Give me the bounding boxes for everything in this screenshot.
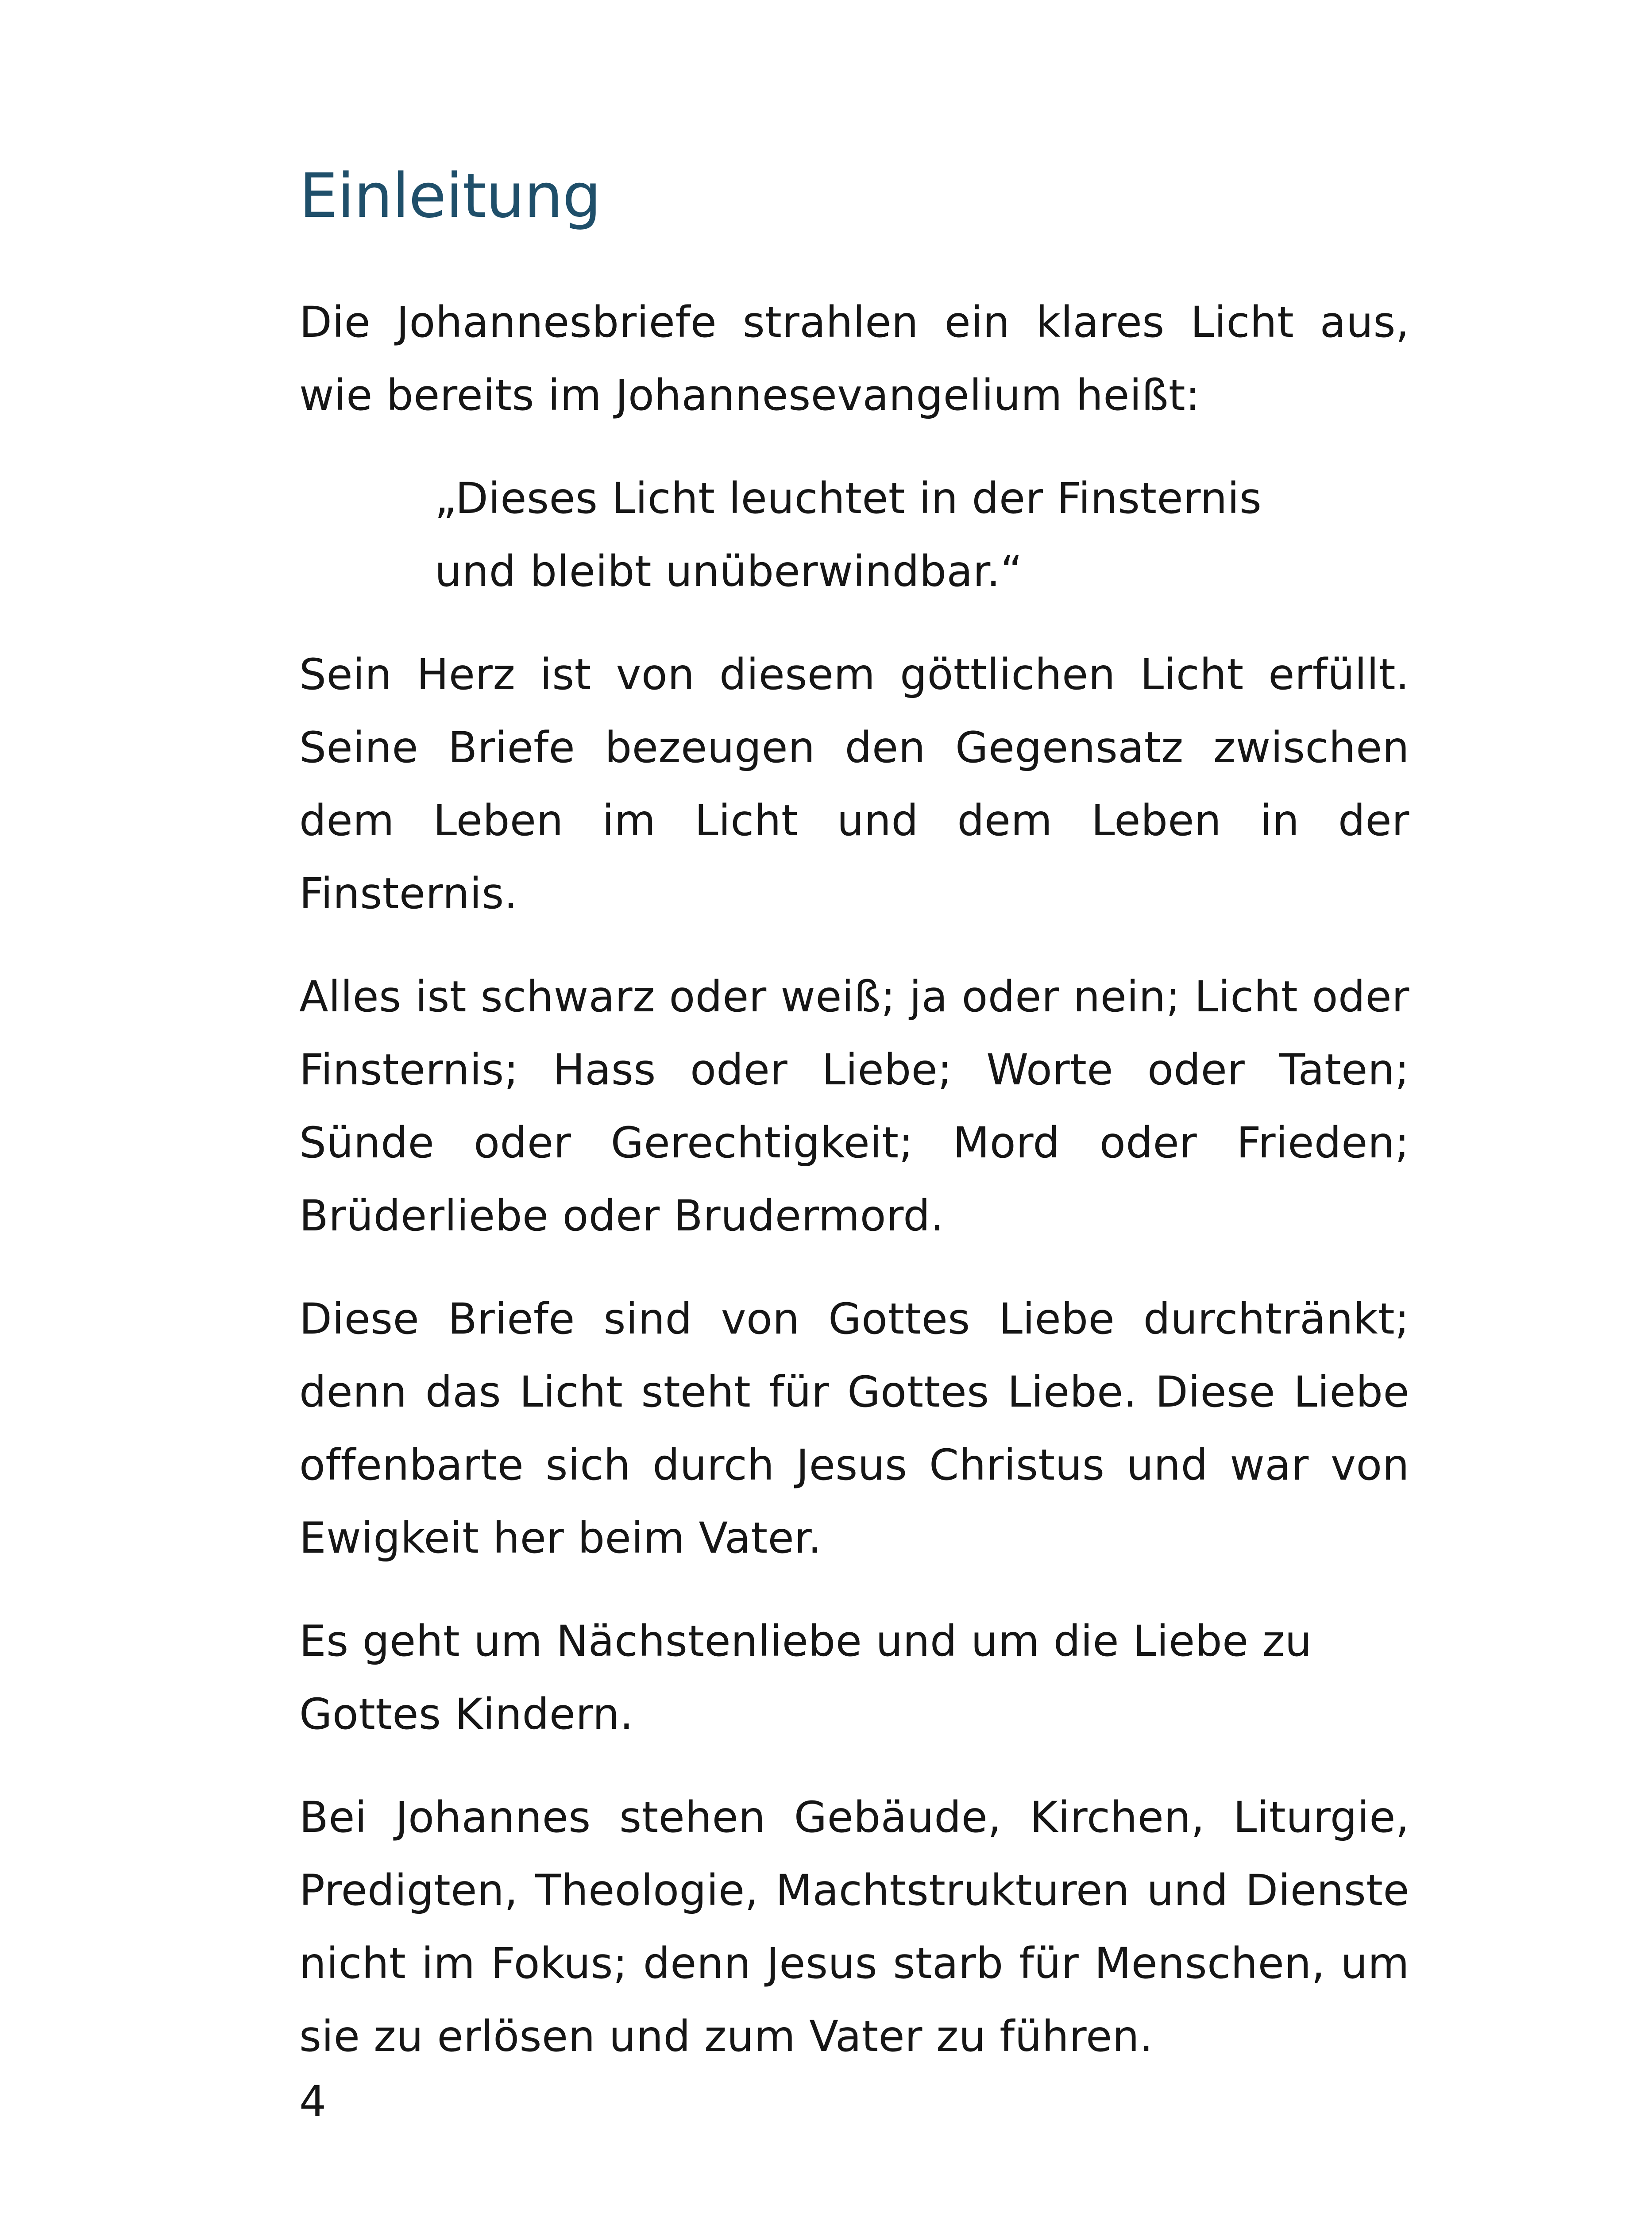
- body-paragraph-1: Sein Herz ist von diesem göttlichen Licht erfüllt. Seine Briefe bezeugen den Gegensatz zwischen dem Leben im Licht und dem Leben in der Finsternis.: [299, 649, 1409, 918]
- body-paragraph-5: Bei Johannes stehen Gebäude, Kirchen, Liturgie, Predigten, Theologie, Machtstrukturen und Dienste nicht im Fokus; denn Jesus starb für Menschen, um sie zu erlösen und zum Vater zu führen.: [299, 1792, 1409, 2061]
- chapter-heading: Einleitung: [299, 160, 601, 231]
- scripture-quote: [299, 462, 1409, 608]
- intro-paragraph: Die Johannesbriefe strahlen ein klares Licht aus, wie bereits im Johannesevangelium heißt:: [299, 297, 1409, 420]
- page-content: [299, 159, 1409, 2103]
- body-paragraph-3: Diese Briefe sind von Gottes Liebe durchtränkt; denn das Licht steht für Gottes Liebe. Diese Liebe offenbarte sich durch Jesus Christus und war von Ewigkeit her beim Vater.: [299, 1294, 1409, 1563]
- quote-line-1: „Dieses Licht leuchtet in der Finsternis: [435, 473, 1262, 523]
- body-paragraph-4: Es geht um Nächstenliebe und um die Liebe zu Gottes Kindern.: [299, 1616, 1312, 1739]
- body-paragraph-2: Alles ist schwarz oder weiß; ja oder nein; Licht oder Finsternis; Hass oder Liebe; Worte oder Taten; Sünde oder Gerechtigkeit; Mord oder Frieden; Brüderliebe oder Brudermord.: [299, 972, 1409, 1241]
- quote-line-2: und bleibt unüberwindbar.“: [435, 546, 1023, 596]
- page-number: 4: [299, 2077, 327, 2126]
